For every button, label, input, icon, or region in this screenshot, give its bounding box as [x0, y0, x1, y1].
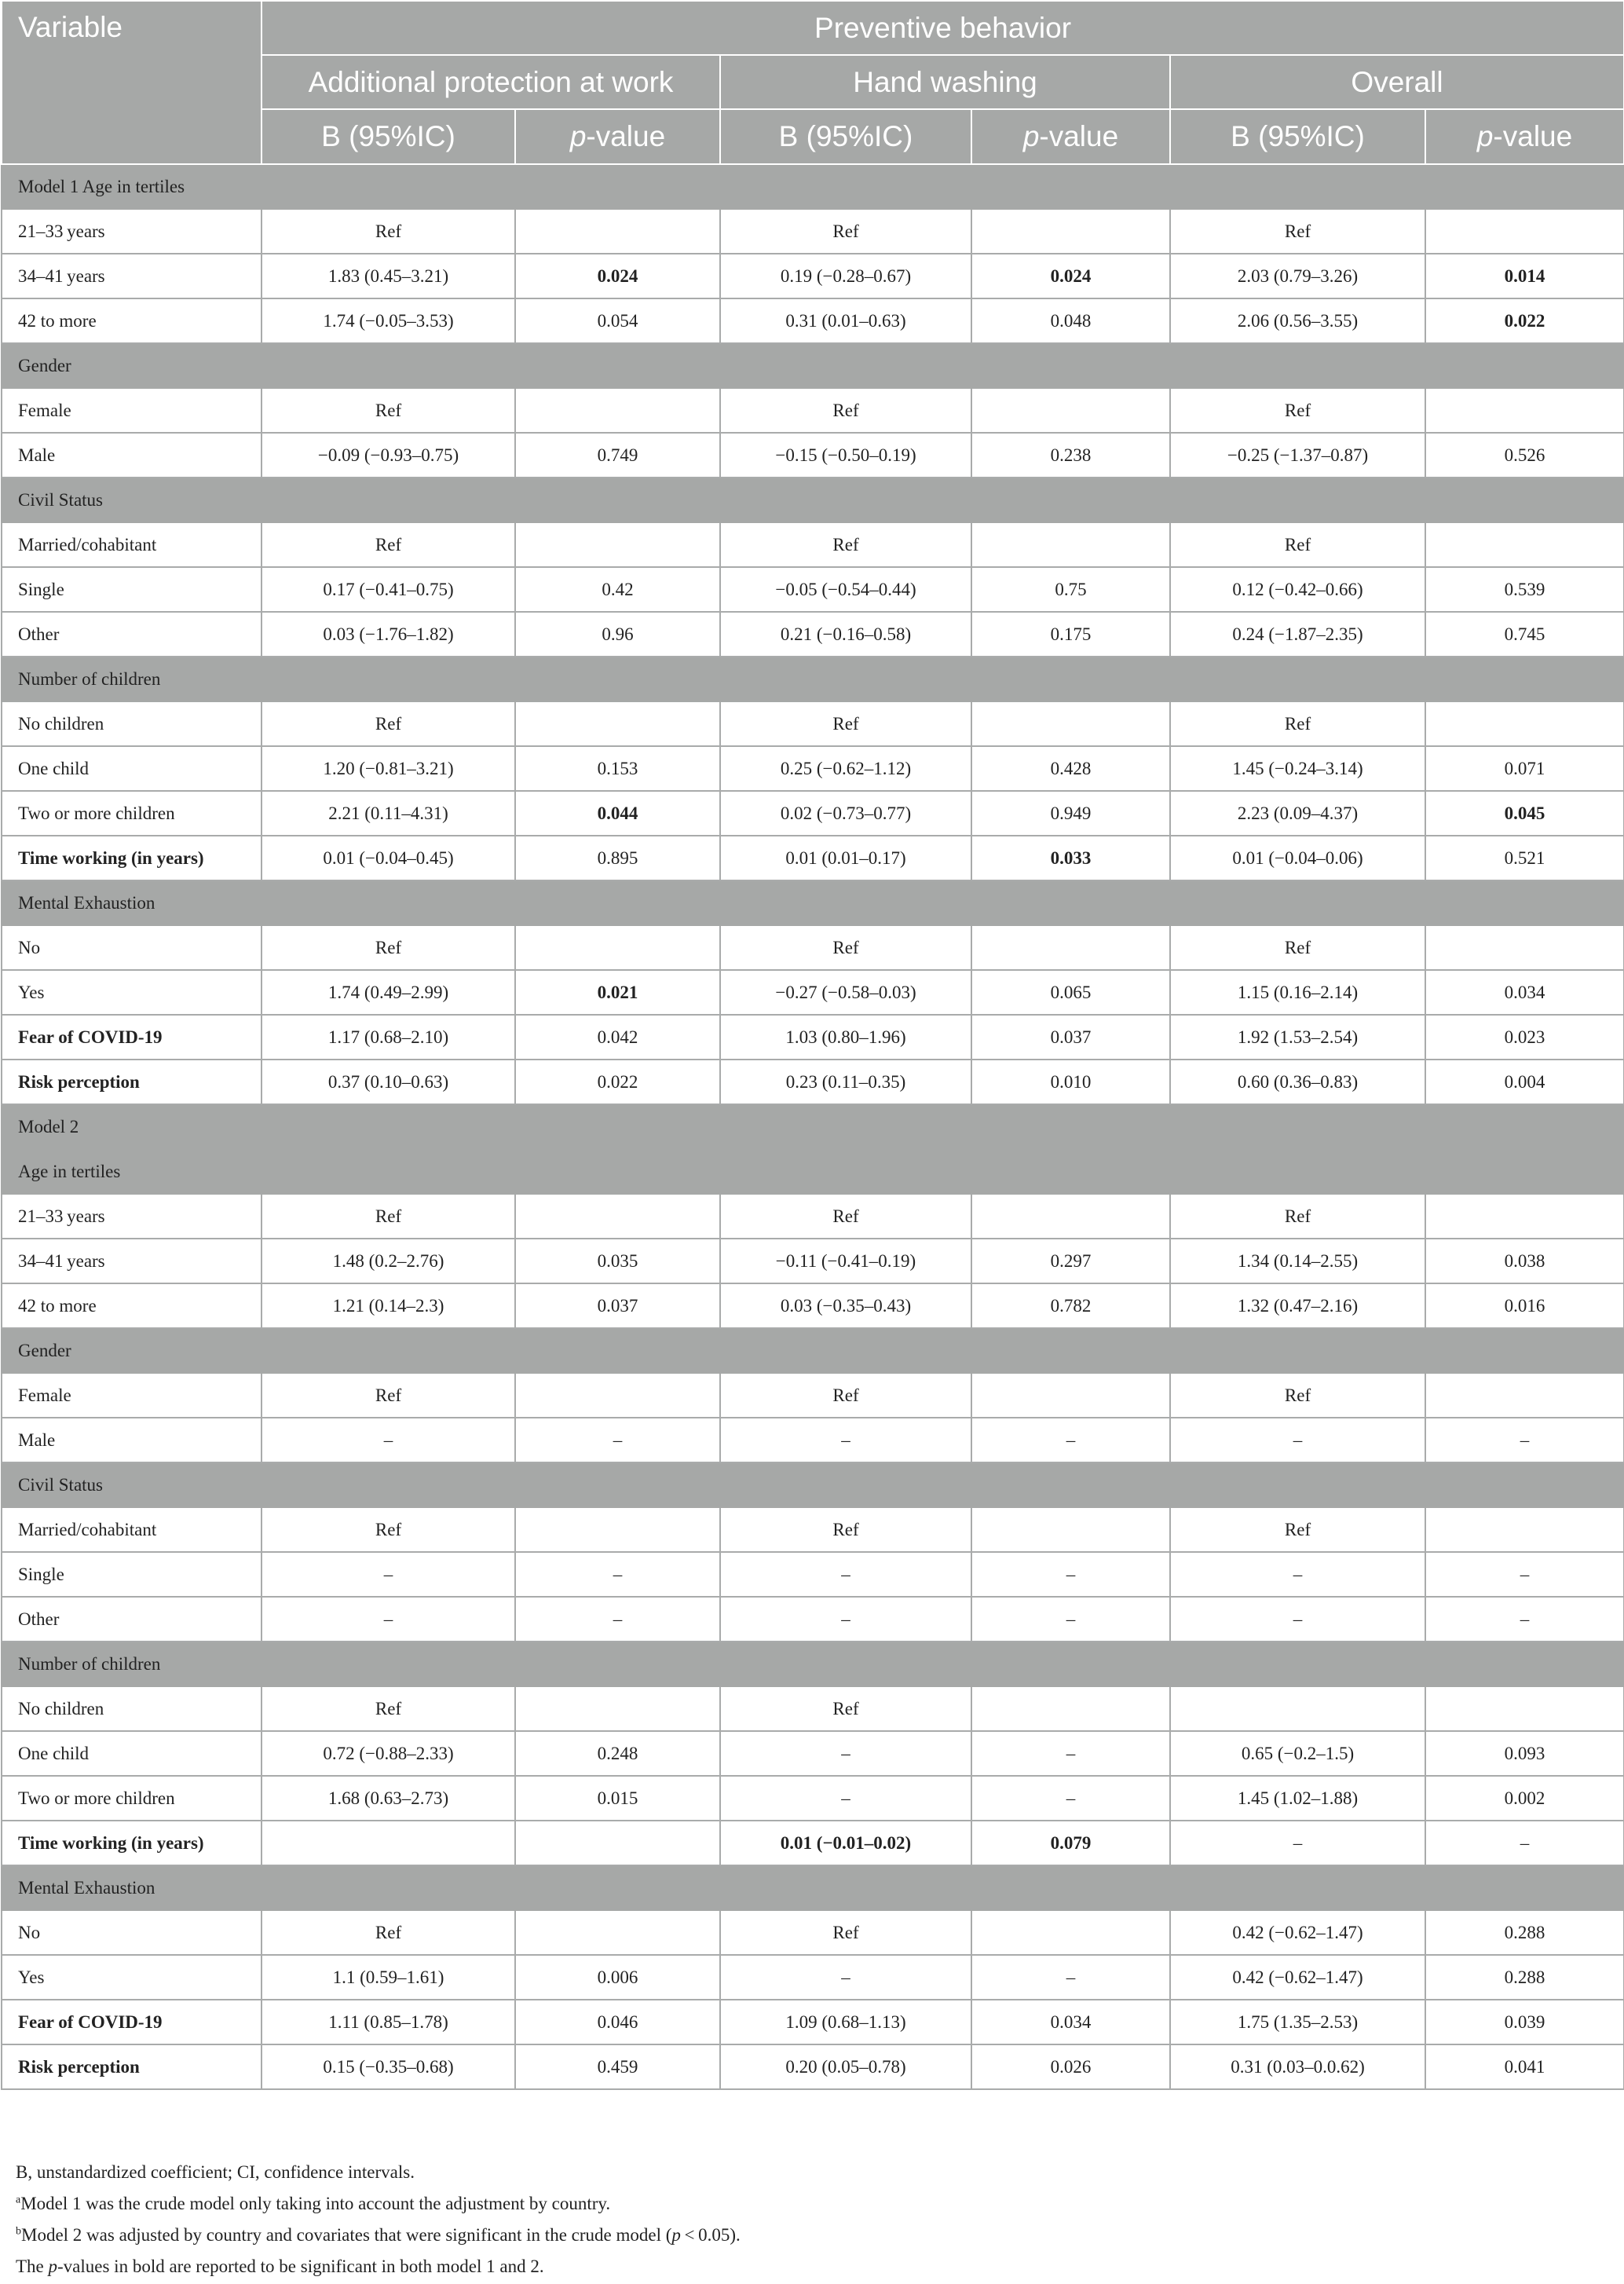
table-row: [2, 1015, 1624, 1060]
overall-p-cell: 0.016: [1425, 1283, 1624, 1328]
row-label: 42 to more: [2, 298, 262, 343]
hand-washing-p-cell: 0.297: [971, 1239, 1170, 1283]
row-label: One child: [2, 1731, 262, 1776]
overall-b-cell: 0.12 (−0.42–0.66): [1170, 567, 1425, 612]
section-label: Number of children: [2, 1642, 1624, 1686]
hand-washing-b-cell: –: [720, 1955, 971, 2000]
outcome-header-additional-protection: Additional protection at work: [262, 55, 720, 109]
overall-p-cell: 0.022: [1425, 298, 1624, 343]
overall-p-cell: 0.288: [1425, 1910, 1624, 1955]
overall-p-cell: [1425, 522, 1624, 567]
overall-p-cell: 0.521: [1425, 836, 1624, 880]
overall-p-cell: [1425, 1194, 1624, 1239]
overall-b-cell: 2.23 (0.09–4.37): [1170, 791, 1425, 836]
overall-p-cell: 0.041: [1425, 2044, 1624, 2089]
hand-washing-b-cell: –: [720, 1418, 971, 1462]
overall-p-cell: [1425, 925, 1624, 970]
row-label: Yes: [2, 1955, 262, 2000]
overall-p-cell: 0.014: [1425, 254, 1624, 298]
table-row: [2, 1283, 1624, 1328]
hand-washing-b-cell: –: [720, 1776, 971, 1821]
additional-protection-p-cell: 0.035: [515, 1239, 720, 1283]
additional-protection-p-cell: 0.037: [515, 1283, 720, 1328]
additional-protection-b-cell: 2.21 (0.11–4.31): [262, 791, 515, 836]
row-label: Two or more children: [2, 1776, 262, 1821]
row-label: Fear of COVID-19: [2, 2000, 262, 2044]
hand-washing-p-cell: [971, 1373, 1170, 1418]
additional-protection-p-cell: 0.749: [515, 433, 720, 478]
table-row: [2, 1060, 1624, 1104]
hand-washing-b-cell: Ref: [720, 1910, 971, 1955]
overall-b-cell: 1.34 (0.14–2.55): [1170, 1239, 1425, 1283]
row-label: No children: [2, 1686, 262, 1731]
table-row: [2, 2044, 1624, 2089]
overall-b-cell: 0.01 (−0.04–0.06): [1170, 836, 1425, 880]
row-label: Fear of COVID-19: [2, 1015, 262, 1060]
table-row: [2, 701, 1624, 746]
row-label: No children: [2, 701, 262, 746]
hand-washing-p-cell: [971, 1910, 1170, 1955]
footnote-model-1: $^a$Model 1 was the crude model only taking into account the adjustment by country.: [16, 2194, 611, 2213]
section-row: [2, 164, 1624, 209]
hand-washing-p-cell: –: [971, 1597, 1170, 1642]
row-label: Yes: [2, 970, 262, 1015]
row-label: 34–41 years: [2, 254, 262, 298]
overall-b-cell: 0.65 (−0.2–1.5): [1170, 1731, 1425, 1776]
row-label: Risk perception: [2, 1060, 262, 1104]
hand-washing-b-cell: Ref: [720, 1194, 971, 1239]
overall-p-cell: [1425, 1507, 1624, 1552]
footnote-abbreviations: B, unstandardized coefficient; CI, confidence intervals.: [16, 2162, 415, 2182]
overall-p-cell: 0.004: [1425, 1060, 1624, 1104]
b-ci-header: B (95%IC): [262, 109, 515, 164]
overall-b-cell: 2.06 (0.56–3.55): [1170, 298, 1425, 343]
overall-b-cell: 1.45 (1.02–1.88): [1170, 1776, 1425, 1821]
overall-b-cell: Ref: [1170, 701, 1425, 746]
table-body: [2, 164, 1624, 2089]
additional-protection-b-cell: −0.09 (−0.93–0.75): [262, 433, 515, 478]
row-label: Time working (in years): [2, 1821, 262, 1865]
hand-washing-p-cell: –: [971, 1731, 1170, 1776]
table-row: [2, 746, 1624, 791]
row-label: Single: [2, 1552, 262, 1597]
table-row: [2, 388, 1624, 433]
overall-p-cell: –: [1425, 1597, 1624, 1642]
hand-washing-p-cell: [971, 1507, 1170, 1552]
table-row: [2, 1955, 1624, 2000]
additional-protection-b-cell: 0.03 (−1.76–1.82): [262, 612, 515, 657]
additional-protection-b-cell: –: [262, 1597, 515, 1642]
additional-protection-b-cell: Ref: [262, 522, 515, 567]
table-row: [2, 836, 1624, 880]
additional-protection-p-cell: –: [515, 1552, 720, 1597]
overall-b-cell: 0.24 (−1.87–2.35): [1170, 612, 1425, 657]
row-label: Other: [2, 1597, 262, 1642]
overall-b-cell: 1.75 (1.35–2.53): [1170, 2000, 1425, 2044]
hand-washing-b-cell: 0.01 (0.01–0.17): [720, 836, 971, 880]
additional-protection-p-cell: 0.042: [515, 1015, 720, 1060]
additional-protection-p-cell: 0.006: [515, 1955, 720, 2000]
additional-protection-p-cell: [515, 925, 720, 970]
row-label: Time working (in years): [2, 836, 262, 880]
table-row: [2, 1507, 1624, 1552]
section-row: [2, 1328, 1624, 1373]
section-label: Civil Status: [2, 1462, 1624, 1507]
overall-b-cell: 1.45 (−0.24–3.14): [1170, 746, 1425, 791]
hand-washing-p-cell: 0.010: [971, 1060, 1170, 1104]
overall-p-cell: 0.071: [1425, 746, 1624, 791]
overall-b-cell: 0.42 (−0.62–1.47): [1170, 1910, 1425, 1955]
additional-protection-b-cell: Ref: [262, 1910, 515, 1955]
hand-washing-b-cell: 0.03 (−0.35–0.43): [720, 1283, 971, 1328]
row-label: Risk perception: [2, 2044, 262, 2089]
additional-protection-b-cell: 0.15 (−0.35–0.68): [262, 2044, 515, 2089]
overall-p-cell: 0.039: [1425, 2000, 1624, 2044]
additional-protection-p-cell: 0.022: [515, 1060, 720, 1104]
overall-b-cell: −0.25 (−1.37–0.87): [1170, 433, 1425, 478]
hand-washing-p-cell: –: [971, 1776, 1170, 1821]
table-row: [2, 1597, 1624, 1642]
hand-washing-b-cell: −0.11 (−0.41–0.19): [720, 1239, 971, 1283]
additional-protection-b-cell: 0.01 (−0.04–0.45): [262, 836, 515, 880]
hand-washing-p-cell: 0.428: [971, 746, 1170, 791]
table-row: [2, 612, 1624, 657]
table-row: [2, 970, 1624, 1015]
additional-protection-p-cell: 0.024: [515, 254, 720, 298]
section-label: Number of children: [2, 657, 1624, 701]
hand-washing-b-cell: Ref: [720, 1507, 971, 1552]
hand-washing-b-cell: −0.15 (−0.50–0.19): [720, 433, 971, 478]
hand-washing-p-cell: 0.024: [971, 254, 1170, 298]
p-value-header: p-value: [1425, 109, 1624, 164]
table-row: [2, 1910, 1624, 1955]
overall-b-cell: Ref: [1170, 1194, 1425, 1239]
overall-p-cell: –: [1425, 1418, 1624, 1462]
hand-washing-p-cell: –: [971, 1955, 1170, 2000]
overall-p-cell: [1425, 1686, 1624, 1731]
preventive-behavior-header: Preventive behavior: [262, 1, 1624, 55]
hand-washing-b-cell: Ref: [720, 701, 971, 746]
hand-washing-b-cell: Ref: [720, 388, 971, 433]
row-label: Other: [2, 612, 262, 657]
additional-protection-p-cell: [515, 1507, 720, 1552]
outcome-header-overall: Overall: [1170, 55, 1624, 109]
additional-protection-p-cell: [515, 388, 720, 433]
hand-washing-b-cell: Ref: [720, 209, 971, 254]
overall-p-cell: 0.745: [1425, 612, 1624, 657]
additional-protection-p-cell: 0.96: [515, 612, 720, 657]
row-label: Male: [2, 433, 262, 478]
section-row: [2, 1149, 1624, 1194]
additional-protection-p-cell: –: [515, 1597, 720, 1642]
overall-b-cell: Ref: [1170, 1507, 1425, 1552]
additional-protection-b-cell: 1.74 (−0.05–3.53): [262, 298, 515, 343]
section-label: Age in tertiles: [2, 1149, 1624, 1194]
overall-p-cell: 0.288: [1425, 1955, 1624, 2000]
table-row: [2, 567, 1624, 612]
additional-protection-p-cell: 0.459: [515, 2044, 720, 2089]
row-label: No: [2, 1910, 262, 1955]
additional-protection-b-cell: Ref: [262, 1373, 515, 1418]
hand-washing-p-cell: 0.026: [971, 2044, 1170, 2089]
table-row: [2, 522, 1624, 567]
additional-protection-b-cell: 1.17 (0.68–2.10): [262, 1015, 515, 1060]
additional-protection-p-cell: 0.248: [515, 1731, 720, 1776]
row-label: Female: [2, 388, 262, 433]
row-label: Two or more children: [2, 791, 262, 836]
overall-p-cell: 0.539: [1425, 567, 1624, 612]
footnote-bold-values: The p-values in bold are reported to be significant in both model 1 and 2.: [16, 2257, 544, 2276]
table-row: [2, 298, 1624, 343]
hand-washing-b-cell: Ref: [720, 1373, 971, 1418]
additional-protection-p-cell: 0.054: [515, 298, 720, 343]
hand-washing-b-cell: 1.03 (0.80–1.96): [720, 1015, 971, 1060]
additional-protection-p-cell: [515, 701, 720, 746]
table-header: [2, 1, 1624, 164]
additional-protection-p-cell: [515, 1910, 720, 1955]
overall-b-cell: Ref: [1170, 522, 1425, 567]
row-label: 21–33 years: [2, 1194, 262, 1239]
additional-protection-p-cell: 0.015: [515, 1776, 720, 1821]
hand-washing-p-cell: [971, 925, 1170, 970]
overall-b-cell: –: [1170, 1552, 1425, 1597]
additional-protection-p-cell: [515, 1194, 720, 1239]
table-row: [2, 1552, 1624, 1597]
section-row: [2, 657, 1624, 701]
footnote-model-2: $^b$Model 2 was adjusted by country and covariates that were significant in the crude model (p < 0.05).: [16, 2225, 741, 2245]
overall-b-cell: 1.32 (0.47–2.16): [1170, 1283, 1425, 1328]
table-row: [2, 1239, 1624, 1283]
section-label: Civil Status: [2, 478, 1624, 522]
hand-washing-b-cell: −0.27 (−0.58–0.03): [720, 970, 971, 1015]
row-label: No: [2, 925, 262, 970]
hand-washing-p-cell: 0.037: [971, 1015, 1170, 1060]
additional-protection-b-cell: Ref: [262, 1507, 515, 1552]
overall-b-cell: –: [1170, 1821, 1425, 1865]
additional-protection-b-cell: [262, 1821, 515, 1865]
overall-p-cell: 0.034: [1425, 970, 1624, 1015]
table-row: [2, 1776, 1624, 1821]
hand-washing-p-cell: [971, 209, 1170, 254]
additional-protection-b-cell: 1.74 (0.49–2.99): [262, 970, 515, 1015]
hand-washing-b-cell: 0.25 (−0.62–1.12): [720, 746, 971, 791]
hand-washing-p-cell: 0.949: [971, 791, 1170, 836]
table-row: [2, 1731, 1624, 1776]
p-value-header: p-value: [515, 109, 720, 164]
additional-protection-p-cell: 0.046: [515, 2000, 720, 2044]
hand-washing-p-cell: 0.079: [971, 1821, 1170, 1865]
hand-washing-b-cell: 0.02 (−0.73–0.77): [720, 791, 971, 836]
table-row: [2, 1373, 1624, 1418]
row-label: Married/cohabitant: [2, 522, 262, 567]
additional-protection-b-cell: 1.83 (0.45–3.21): [262, 254, 515, 298]
row-label: Male: [2, 1418, 262, 1462]
table-row: [2, 1418, 1624, 1462]
b-ci-header: B (95%IC): [720, 109, 971, 164]
hand-washing-b-cell: 0.20 (0.05–0.78): [720, 2044, 971, 2089]
additional-protection-b-cell: Ref: [262, 209, 515, 254]
section-row: [2, 1462, 1624, 1507]
additional-protection-b-cell: Ref: [262, 1686, 515, 1731]
overall-b-cell: Ref: [1170, 209, 1425, 254]
overall-p-cell: –: [1425, 1552, 1624, 1597]
section-label: Gender: [2, 343, 1624, 388]
hand-washing-b-cell: 0.19 (−0.28–0.67): [720, 254, 971, 298]
hand-washing-p-cell: [971, 388, 1170, 433]
row-label: Single: [2, 567, 262, 612]
overall-b-cell: 1.15 (0.16–2.14): [1170, 970, 1425, 1015]
row-label: 34–41 years: [2, 1239, 262, 1283]
additional-protection-p-cell: [515, 1686, 720, 1731]
additional-protection-p-cell: [515, 1373, 720, 1418]
hand-washing-p-cell: 0.175: [971, 612, 1170, 657]
additional-protection-b-cell: 1.68 (0.63–2.73): [262, 1776, 515, 1821]
outcome-header-hand-washing: Hand washing: [720, 55, 1170, 109]
table-row: [2, 2000, 1624, 2044]
hand-washing-p-cell: –: [971, 1418, 1170, 1462]
overall-p-cell: 0.093: [1425, 1731, 1624, 1776]
additional-protection-b-cell: 1.11 (0.85–1.78): [262, 2000, 515, 2044]
regression-table: [1, 0, 1624, 2090]
p-value-header: p-value: [971, 109, 1170, 164]
hand-washing-b-cell: 0.31 (0.01–0.63): [720, 298, 971, 343]
section-row: [2, 343, 1624, 388]
section-row: [2, 880, 1624, 925]
hand-washing-p-cell: 0.033: [971, 836, 1170, 880]
variable-header: Variable: [2, 1, 262, 164]
overall-p-cell: 0.023: [1425, 1015, 1624, 1060]
additional-protection-p-cell: 0.021: [515, 970, 720, 1015]
overall-p-cell: 0.002: [1425, 1776, 1624, 1821]
hand-washing-p-cell: 0.034: [971, 2000, 1170, 2044]
additional-protection-b-cell: 0.17 (−0.41–0.75): [262, 567, 515, 612]
table-row: [2, 925, 1624, 970]
table-row: [2, 1821, 1624, 1865]
overall-p-cell: 0.038: [1425, 1239, 1624, 1283]
table-footnotes: [16, 2157, 741, 2282]
table-row: [2, 254, 1624, 298]
hand-washing-p-cell: [971, 1194, 1170, 1239]
section-label: Mental Exhaustion: [2, 1865, 1624, 1910]
section-label: Model 2: [2, 1104, 1624, 1149]
hand-washing-b-cell: Ref: [720, 1686, 971, 1731]
additional-protection-b-cell: Ref: [262, 701, 515, 746]
additional-protection-p-cell: –: [515, 1418, 720, 1462]
hand-washing-b-cell: –: [720, 1597, 971, 1642]
hand-washing-b-cell: –: [720, 1731, 971, 1776]
hand-washing-b-cell: 0.21 (−0.16–0.58): [720, 612, 971, 657]
table-row: [2, 791, 1624, 836]
table-row: [2, 433, 1624, 478]
additional-protection-p-cell: 0.153: [515, 746, 720, 791]
section-label: Mental Exhaustion: [2, 880, 1624, 925]
additional-protection-p-cell: [515, 1821, 720, 1865]
overall-b-cell: Ref: [1170, 925, 1425, 970]
hand-washing-p-cell: 0.75: [971, 567, 1170, 612]
section-row: [2, 1642, 1624, 1686]
additional-protection-b-cell: 1.48 (0.2–2.76): [262, 1239, 515, 1283]
additional-protection-b-cell: –: [262, 1418, 515, 1462]
table-row: [2, 209, 1624, 254]
b-ci-header: B (95%IC): [1170, 109, 1425, 164]
overall-b-cell: 0.60 (0.36–0.83): [1170, 1060, 1425, 1104]
hand-washing-p-cell: 0.048: [971, 298, 1170, 343]
additional-protection-b-cell: Ref: [262, 925, 515, 970]
section-row: [2, 1104, 1624, 1149]
hand-washing-p-cell: 0.782: [971, 1283, 1170, 1328]
hand-washing-p-cell: 0.065: [971, 970, 1170, 1015]
overall-b-cell: Ref: [1170, 1373, 1425, 1418]
hand-washing-p-cell: [971, 701, 1170, 746]
overall-b-cell: [1170, 1686, 1425, 1731]
row-label: One child: [2, 746, 262, 791]
section-row: [2, 1865, 1624, 1910]
additional-protection-p-cell: 0.044: [515, 791, 720, 836]
overall-p-cell: 0.526: [1425, 433, 1624, 478]
overall-b-cell: Ref: [1170, 388, 1425, 433]
overall-b-cell: –: [1170, 1597, 1425, 1642]
overall-b-cell: 0.31 (0.03–0.0.62): [1170, 2044, 1425, 2089]
hand-washing-p-cell: [971, 522, 1170, 567]
additional-protection-p-cell: 0.42: [515, 567, 720, 612]
hand-washing-p-cell: –: [971, 1552, 1170, 1597]
table-row: [2, 1194, 1624, 1239]
overall-b-cell: 2.03 (0.79–3.26): [1170, 254, 1425, 298]
additional-protection-b-cell: 1.20 (−0.81–3.21): [262, 746, 515, 791]
overall-p-cell: [1425, 1373, 1624, 1418]
hand-washing-b-cell: 1.09 (0.68–1.13): [720, 2000, 971, 2044]
overall-p-cell: –: [1425, 1821, 1624, 1865]
additional-protection-b-cell: Ref: [262, 1194, 515, 1239]
row-label: Female: [2, 1373, 262, 1418]
additional-protection-p-cell: [515, 522, 720, 567]
hand-washing-b-cell: 0.23 (0.11–0.35): [720, 1060, 971, 1104]
overall-b-cell: –: [1170, 1418, 1425, 1462]
overall-b-cell: 1.92 (1.53–2.54): [1170, 1015, 1425, 1060]
section-label: Gender: [2, 1328, 1624, 1373]
row-label: 21–33 years: [2, 209, 262, 254]
additional-protection-b-cell: Ref: [262, 388, 515, 433]
additional-protection-b-cell: –: [262, 1552, 515, 1597]
additional-protection-b-cell: 0.37 (0.10–0.63): [262, 1060, 515, 1104]
table-row: [2, 1686, 1624, 1731]
additional-protection-b-cell: 0.72 (−0.88–2.33): [262, 1731, 515, 1776]
overall-p-cell: [1425, 388, 1624, 433]
hand-washing-p-cell: [971, 1686, 1170, 1731]
additional-protection-b-cell: 1.1 (0.59–1.61): [262, 1955, 515, 2000]
section-row: [2, 478, 1624, 522]
row-label: 42 to more: [2, 1283, 262, 1328]
hand-washing-b-cell: −0.05 (−0.54–0.44): [720, 567, 971, 612]
additional-protection-p-cell: 0.895: [515, 836, 720, 880]
hand-washing-b-cell: –: [720, 1552, 971, 1597]
overall-p-cell: [1425, 209, 1624, 254]
section-label: Model 1 Age in tertiles: [2, 164, 1624, 209]
overall-b-cell: 0.42 (−0.62–1.47): [1170, 1955, 1425, 2000]
overall-p-cell: 0.045: [1425, 791, 1624, 836]
hand-washing-b-cell: Ref: [720, 522, 971, 567]
hand-washing-b-cell: Ref: [720, 925, 971, 970]
hand-washing-b-cell: 0.01 (−0.01–0.02): [720, 1821, 971, 1865]
additional-protection-b-cell: 1.21 (0.14–2.3): [262, 1283, 515, 1328]
overall-p-cell: [1425, 701, 1624, 746]
row-label: Married/cohabitant: [2, 1507, 262, 1552]
additional-protection-p-cell: [515, 209, 720, 254]
hand-washing-p-cell: 0.238: [971, 433, 1170, 478]
